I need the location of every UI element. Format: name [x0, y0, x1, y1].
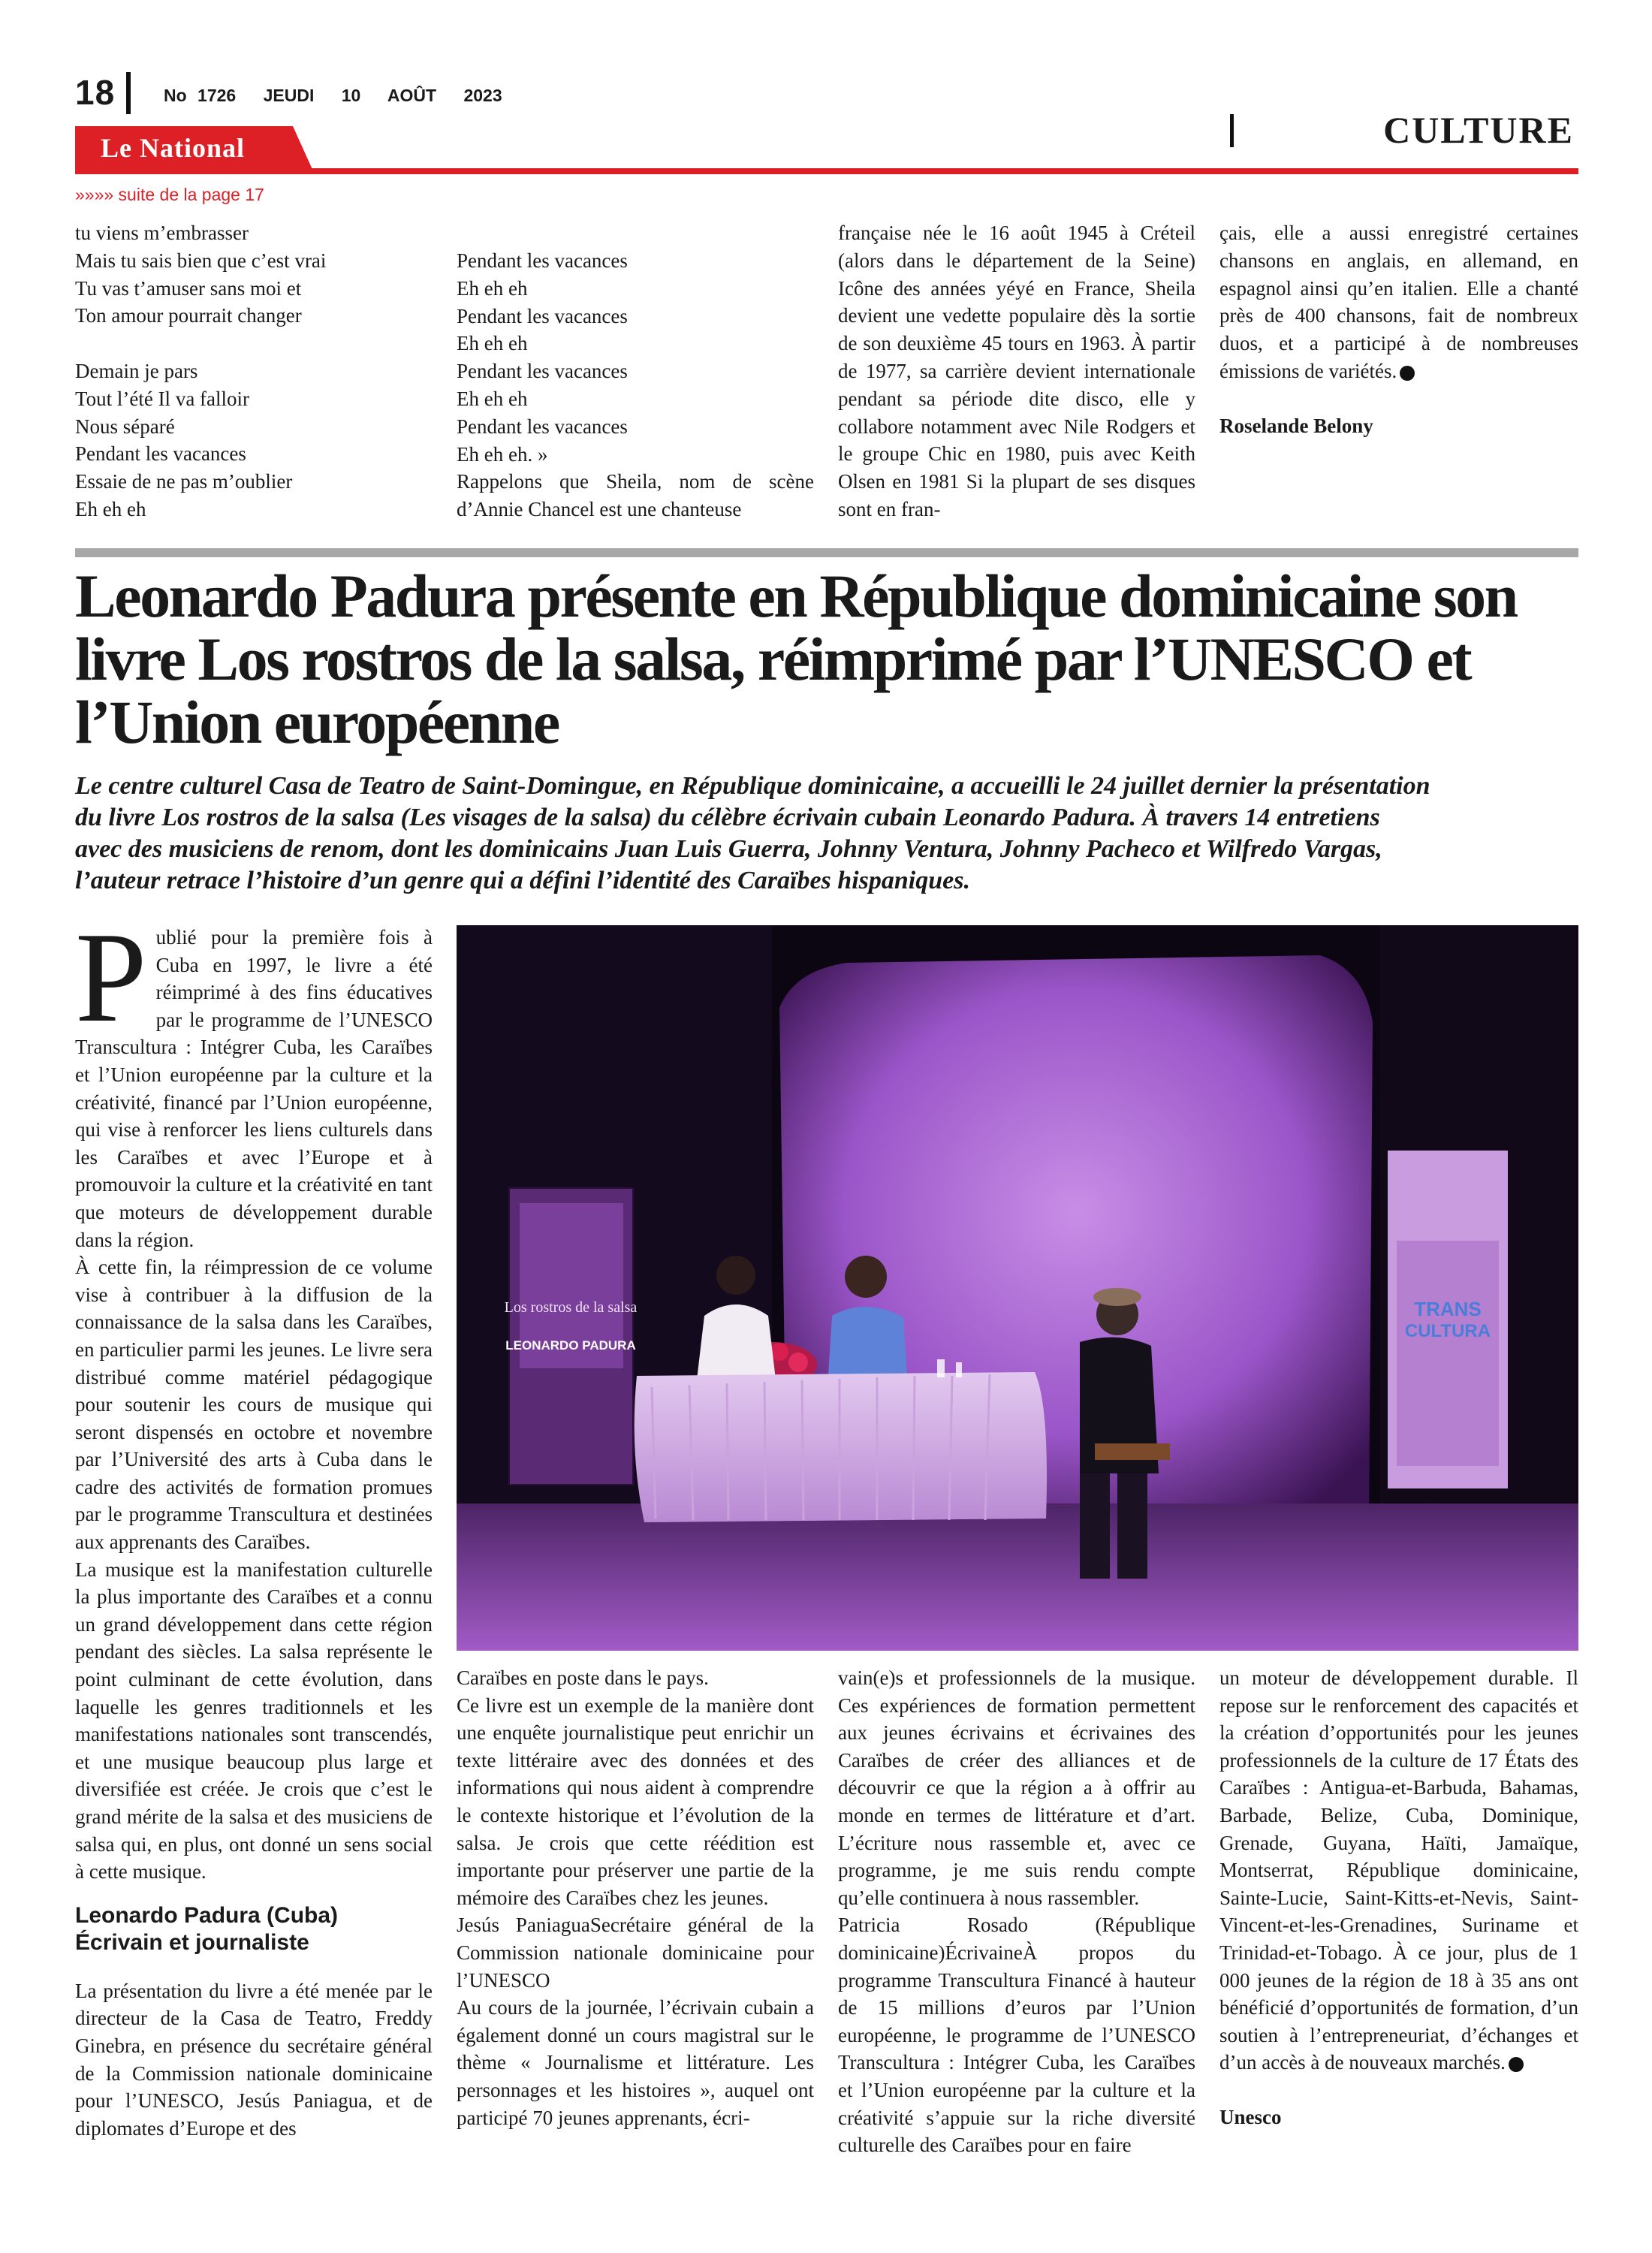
article-text: çais, elle a aussi enregistré certaines chansons en anglais, en allemand, en espagnol ainsi qu’en italien. Elle a chanté près de 400 chansons, fait de nombreux duos, et a participé à de nombreuses émissions de variétés.: [1219, 222, 1578, 382]
article-standfirst: [75, 771, 1578, 897]
article-headline: [75, 562, 1592, 756]
lyric-line: tu viens m’embrasser: [75, 222, 249, 244]
page-number: 18: [75, 73, 116, 112]
standfirst-line: avec des musiciens de renom, dont les dominicains Juan Luis Guerra, Johnny Ventura, Johnny Pacheco et Wilfredo Vargas,: [75, 835, 1382, 863]
body-column-1: [75, 906, 433, 2142]
subhead-line: Écrivain et journaliste: [75, 1929, 309, 1955]
end-of-article-icon: [1509, 2057, 1524, 2072]
article-paragraph: Caraïbes en poste dans le pays.: [457, 1666, 709, 1689]
continuation-column-4: [1219, 219, 1578, 440]
article-subhead: [75, 1902, 433, 1956]
body-column-2: [457, 1664, 814, 2131]
article-paragraph: vain(e)s et professionnels de la musique. Ces expériences de formation permettent aux jeunes écrivains et écrivaines des Caraïbes de créer des alliances et de découvrir ce que la région a à offrir au monde en termes de littérature et d’art. L’écriture nous rassemble et, avec ce programme, je me suis rendu compte qu’elle continuera à nous rassembler.: [838, 1666, 1195, 1909]
article-separator-rule: [75, 548, 1578, 557]
banner-right-line2: CULTURA: [1404, 1321, 1491, 1341]
lyric-line: Eh eh eh: [457, 276, 528, 300]
lyric-line: Essaie de ne pas m’oublier: [75, 470, 293, 493]
banner-left-author: LEONARDO PADURA: [505, 1338, 636, 1353]
issue-info: [164, 86, 519, 106]
lyric-line: Tout l’été Il va falloir: [75, 387, 250, 410]
article-paragraph: Au cours de la journée, l’écrivain cubain a également donné un cours magistral sur le thème « Journalisme et littérature. Les personnages et les histoires », auquel ont participé 70 jeunes apprenants, écri-: [457, 1996, 814, 2129]
headline-line: l’Union européenne: [75, 688, 559, 756]
lyric-line: Demain je pars: [75, 359, 198, 382]
lyric-line: Eh eh eh: [457, 332, 528, 355]
issue-year: 2023: [463, 86, 502, 105]
body-column-3: [838, 1664, 1195, 2159]
article-paragraph: À cette fin, la réimpression de ce volume vise à contribuer à la diffusion de la connaissance de la salsa dans les Caraïbes, en particulier parmi les jeunes. Le livre sera distribué comme matériel pédagogique pour soutenir les cours de musique qui seront dispensés en octobre et novembre par l’Université des arts à Cuba dans le cadre des activités de formation promues par le programme Transcultura et destinées aux apprenants des Caraïbes.: [75, 1256, 433, 1554]
page-number-divider: [126, 72, 131, 114]
stage-scene-illustration: [457, 925, 1578, 1651]
article-paragraph: [75, 906, 433, 1253]
lyric-line: Eh eh eh: [457, 387, 528, 410]
end-of-article-icon: [1400, 366, 1415, 381]
banner-left-title: Los rostros de la salsa: [504, 1299, 638, 1316]
continued-from-label: »»»» suite de la page 17: [75, 185, 264, 204]
article-paragraph: Rappelons que Sheila, nom de scène d’Annie Chancel est une chanteuse: [457, 470, 814, 521]
lyric-line: Pendant les vacances: [457, 360, 628, 383]
article-paragraph: La musique est la manifestation culturelle la plus importante des Caraïbes et a connu un grand développement dans cette région pendant des siècles. La salsa représente le point culminant de cette évolution, dans laquelle les genres traditionnels et les manifestations nationales sont transcendés, et une musique beaucoup plus large et diversifiée est créée. Je crois que c’est le grand mérite de la salsa et des musiciens de salsa qui, en plus, ont donné un sens social à cette musique.: [75, 1558, 433, 1884]
header-red-rule: [75, 168, 1578, 174]
lyric-line: Pendant les vacances: [457, 304, 628, 327]
section-divider: [1230, 114, 1234, 147]
section-title: CULTURE: [1383, 109, 1574, 151]
article-paragraph: française née le 16 août 1945 à Créteil (alors dans le département de la Seine) Icône des années yéyé en France, Sheila devient une vedette populaire dès la sortie de son deuxième 45 tours en 1963. À partir de 1977, sa carrière devient internationale pendant sa période dite disco, elle y collabore notamment avec Nile Rodgers et le groupe Chic en 1980, puis avec Keith Olsen en 1981 Si la plupart de ses disques sont en fran-: [838, 222, 1195, 520]
body-column-4: [1219, 1664, 1578, 2131]
lyric-line: Pendant les vacances: [75, 442, 246, 466]
issue-day: JEUDI: [263, 86, 315, 105]
standfirst-line: du livre Los rostros de la salsa (Les visages de la salsa) du célèbre écrivain cubain Leonardo Padura. À travers 14 entretiens: [75, 804, 1380, 831]
standfirst-line: Le centre culturel Casa de Teatro de Saint-Domingue, en République dominicaine, a accueilli le 24 juillet dernier la présentation: [75, 772, 1430, 800]
continuation-column-1: [75, 219, 436, 523]
article-paragraph: La présentation du livre a été menée par le directeur de la Casa de Teatro, Freddy Ginebra, en présence du secrétaire général de la Commission nationale dominicaine pour l’UNESCO, Jesús Paniagua, et de diplomates d’Europe et des: [75, 1979, 433, 2140]
stanza-break: [75, 330, 436, 357]
issue-date: 10: [341, 86, 361, 105]
article-text: ublié pour la première fois à Cuba en 1997, le livre a été réimprimé à des fins éducatives par le programme de l’UNESCO Transcultura : Intégrer Cuba, les Caraïbes et l’Union européenne par la culture et la créativité, financé par l’Union européenne, qui vise à renforcer les liens culturels dans les Caraïbes et avec l’Europe et à promouvoir la culture et la créativité en tant que moteurs de développement durable dans la région.: [75, 926, 433, 1251]
article-paragraph: Patricia Rosado (République dominicaine)ÉcrivaineÀ propos du programme Transcultura Financé à hauteur de 15 millions d’euros par l’Union européenne, le programme de l’UNESCO Transcultura : Intégrer Cuba, les Caraïbes et l’Union européenne par la culture et la créativité s’appuie sur la riche diversité culturelle des Caraïbes pour en faire: [838, 1914, 1195, 2157]
article-text: un moteur de développement durable. Il repose sur le renforcement des capacités et la création d’opportunités pour les jeunes professionnels de la culture de 17 États des Caraïbes : Antigua-et-Barbuda, Bahamas, Barbade, Belize, Cuba, Dominique, Grenade, Guyana, Haïti, Jamaïque, Montserrat, République dominicaine, Sainte-Lucie, Saint-Kitts-et-Nevis, Saint-Vincent-et-les-Grenadines, Suriname et Trinidad-et-Tobago. À ce jour, plus de 1 000 jeunes de la région de 18 à 35 ans ont bénéficié d’opportunités de formation, d’un soutien à l’entrepreneuriat, d’échanges et d’un accès à de nouveaux marchés.: [1219, 1666, 1578, 2074]
article-paragraph: Jesús PaniaguaSecrétaire général de la Commission nationale dominicaine pour l’UNESCO: [457, 1914, 814, 1992]
headline-line: livre Los rostros de la salsa, réimprimé par l’UNESCO et: [75, 625, 1471, 693]
article-paragraph: [1219, 219, 1578, 385]
article-paragraph: Ce livre est un exemple de la manière dont une enquête journalistique peut enrichir un texte littéraire avec des données et des informations qui nous aident à comprendre le contexte historique et l’évolution de la salsa. Je crois que cette réédition est importante pour préserver une partie de la mémoire des Caraïbes chez les jeunes.: [457, 1694, 814, 1909]
banner-right-line1: TRANS: [1414, 1298, 1482, 1320]
headline-line: Leonardo Padura présente en République dominicaine son: [75, 562, 1517, 630]
subhead-line: Leonardo Padura (Cuba): [75, 1902, 339, 1928]
drop-cap: P: [75, 906, 147, 1049]
byline: Roselande Belony: [1219, 414, 1373, 437]
lyric-line: Pendant les vacances: [457, 415, 628, 438]
lyric-line: Tu vas t’amuser sans moi et: [75, 276, 302, 300]
lyric-line: Mais tu sais bien que c’est vrai: [75, 249, 327, 272]
event-photo: [457, 925, 1578, 1651]
continuation-column-3: [838, 219, 1195, 523]
lyric-line: Ton amour pourrait changer: [75, 304, 302, 327]
lyric-line: Pendant les vacances: [457, 249, 628, 272]
masthead-logo: Le National: [101, 133, 246, 163]
standfirst-line: l’auteur retrace l’histoire d’un genre qui a défini l’identité des Caraïbes hispaniques.: [75, 867, 970, 894]
byline: Unesco: [1219, 2105, 1282, 2128]
lyric-line: Eh eh eh. »: [457, 442, 548, 466]
issue-month: AOÛT: [387, 86, 437, 105]
continuation-column-2: [457, 247, 814, 523]
lyric-line: Eh eh eh: [75, 497, 146, 520]
article-paragraph: [1219, 1664, 1578, 2077]
lyric-line: Nous séparé: [75, 415, 175, 438]
issue-number: No 1726: [164, 86, 237, 105]
